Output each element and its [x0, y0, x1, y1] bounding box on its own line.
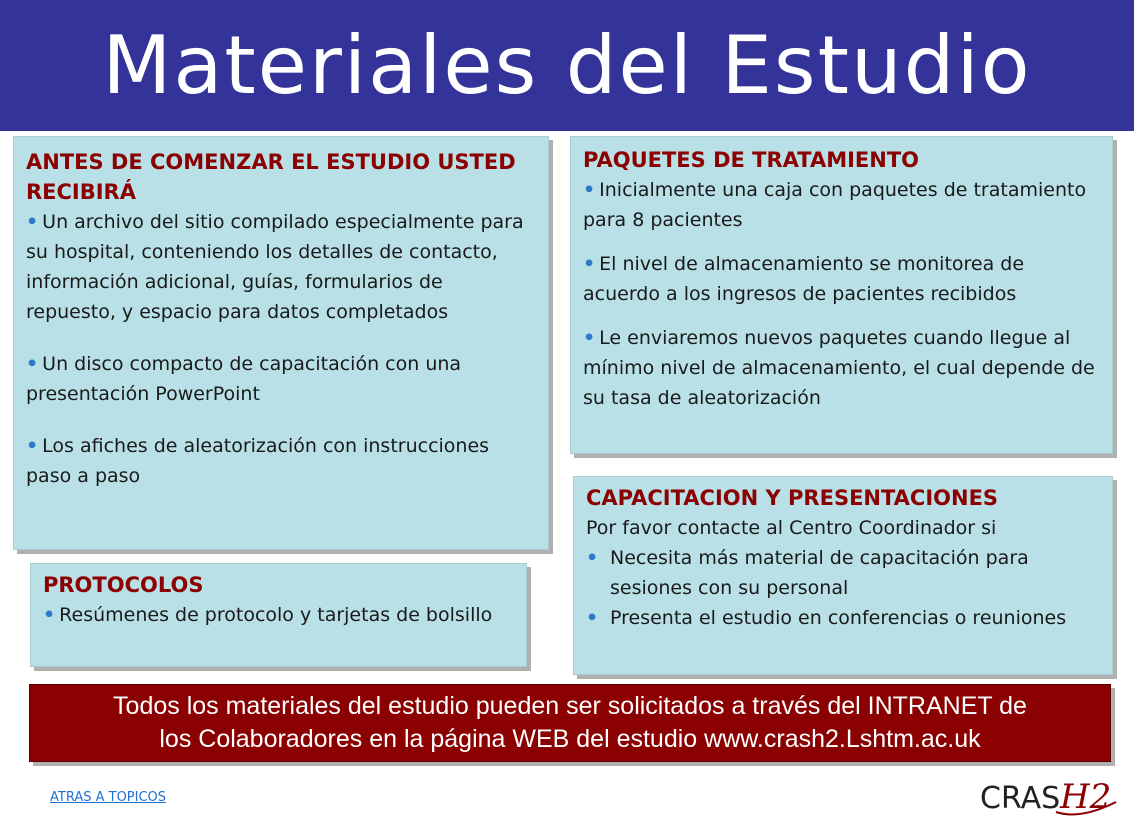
bullet-icon: • [586, 547, 599, 569]
antes-item: • Un archivo del sitio compilado especialmente para su hospital, conteniendo los detalles de contacto, información adicional, guías, formularios de repuesto, y espacio para datos completados [26, 211, 524, 323]
logo-text-accent: H2 [1060, 777, 1112, 817]
protocolos-item: • Resúmenes de protocolo y tarjetas de bolsillo [43, 604, 493, 626]
bullet-icon: • [26, 211, 39, 233]
bullet-icon: • [583, 327, 596, 349]
footer-banner [29, 684, 1111, 762]
bullet-icon: • [586, 607, 599, 629]
antes-item: • Un disco compacto de capacitación con una presentación PowerPoint [26, 353, 462, 405]
protocolos-heading: PROTOCOLOS [43, 573, 204, 597]
capacitacion-item: • Necesita más material de capacitación para sesiones con su personal [586, 543, 1100, 603]
capacitacion-item: • Presenta el estudio en conferencias o reuniones [586, 603, 1100, 633]
protocolos-panel [30, 563, 527, 667]
paquetes-panel [570, 136, 1113, 454]
title-banner [0, 0, 1134, 131]
paquetes-heading: PAQUETES DE TRATAMIENTO [583, 148, 920, 172]
paquetes-item: • Inicialmente una caja con paquetes de tratamiento para 8 pacientes [583, 179, 1087, 231]
capacitacion-intro: Por favor contacte al Centro Coordinador si [586, 517, 997, 539]
capacitacion-heading: CAPACITACION Y PRESENTACIONES [586, 486, 999, 510]
paquetes-item: • El nivel de almacenamiento se monitorea de acuerdo a los ingresos de pacientes recibidos [583, 253, 1025, 305]
page-title: Materiales del Estudio [102, 19, 1032, 112]
bullet-icon: • [583, 253, 596, 275]
footer-line-1: Todos los materiales del estudio pueden ser solicitados a través del INTRANET de [113, 692, 1027, 720]
bullet-icon: • [26, 435, 39, 457]
bullet-icon: • [26, 353, 39, 375]
paquetes-item: • Le enviaremos nuevos paquetes cuando llegue al mínimo nivel de almacenamiento, el cual depende de su tasa de aleatorización [583, 327, 1095, 409]
logo-text-main: CRAS [980, 781, 1061, 816]
footer-line-2: los Colaboradores en la página WEB del estudio www.crash2.Lshtm.ac.uk [159, 725, 981, 753]
crash2-logo [980, 772, 1120, 822]
bullet-icon: • [583, 179, 596, 201]
antes-item: • Los afiches de aleatorización con instrucciones paso a paso [26, 435, 490, 487]
capacitacion-panel [573, 476, 1113, 675]
antes-heading: ANTES DE COMENZAR EL ESTUDIO USTED RECIBIRÁ [26, 150, 516, 204]
bullet-icon: • [43, 604, 56, 626]
antes-panel [13, 136, 549, 550]
crash2-logo-icon [980, 772, 1120, 822]
back-to-topics-link[interactable]: ATRAS A TOPICOS [50, 790, 167, 805]
